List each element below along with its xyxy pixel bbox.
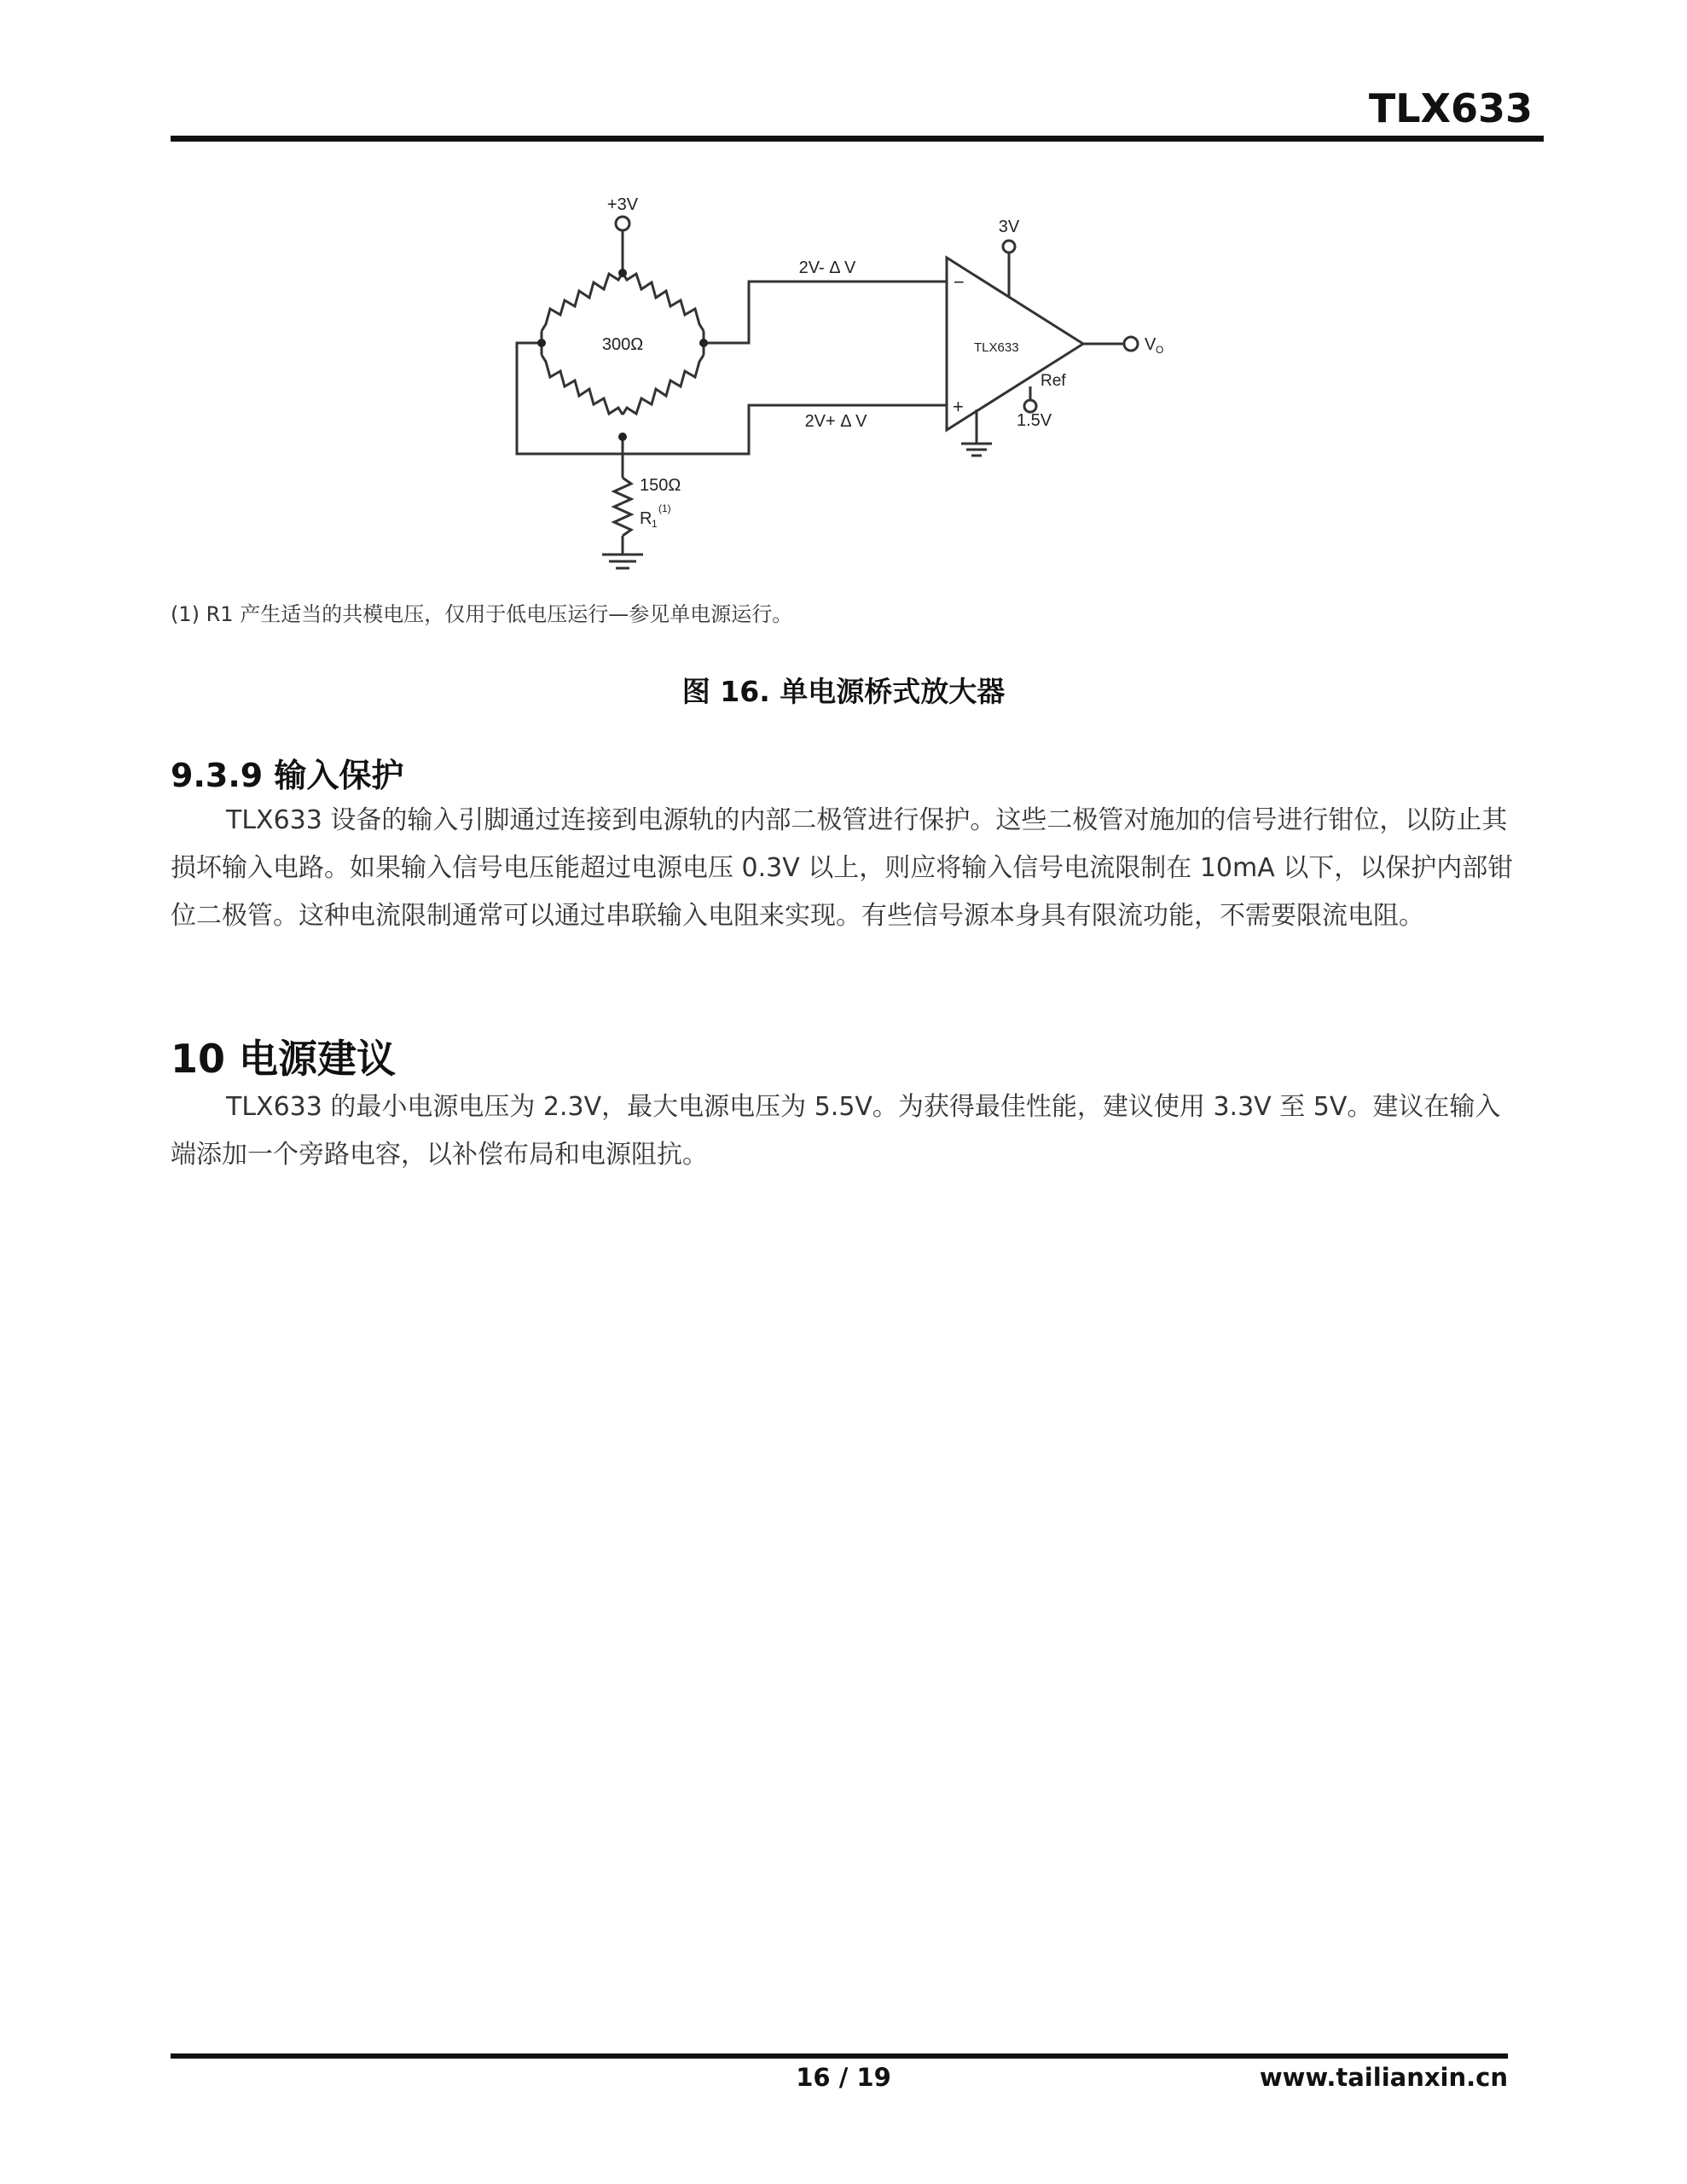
r1-resistor [614, 478, 631, 536]
output-terminal [1124, 337, 1138, 351]
website-link[interactable]: www.tailianxin.cn [1259, 2063, 1508, 2092]
opamp-minus-sign: − [954, 271, 965, 293]
r1-note-marker: (1) [658, 502, 671, 514]
figure-footnote: (1) R1 产生适当的共模电压，仅用于低电压运行—参见单电源运行。 [171, 602, 793, 626]
ref-voltage-label: 1.5V [1017, 411, 1052, 430]
vplus-label: +3V [606, 195, 639, 214]
footer-rule [171, 2053, 1508, 2059]
r1-subscript: 1 [652, 518, 658, 530]
noninverting-net-label: 2V+ Δ V [804, 412, 867, 431]
section-body-10: TLX633 的最小电源电压为 2.3V，最大电源电压为 5.5V。为获得最佳性能，建议使用 3.3V 至 5V。建议在输入端添加一个旁路电容，以补偿布局和电源阻抗。 [171, 1092, 1501, 1170]
opamp-supply-terminal [1003, 241, 1015, 253]
r1-name-label: R [640, 509, 652, 528]
vplus-terminal [616, 217, 629, 230]
document-title: TLX633 [1368, 85, 1533, 131]
inverting-net-label: 2V- Δ V [798, 258, 856, 277]
bridge-resistor-bottom-left [542, 355, 623, 415]
page-number: 16 / 19 [796, 2063, 891, 2092]
bridge-resistor-top-right [623, 273, 704, 331]
bridge-resistor-top-left [542, 273, 623, 331]
opamp-supply-label: 3V [998, 218, 1020, 236]
opamp-plus-sign: + [953, 396, 964, 417]
header-rule [171, 136, 1544, 142]
r1-value-label: 150Ω [640, 476, 681, 495]
section-body-9-3-9: TLX633 设备的输入引脚通过连接到电源轨的内部二极管进行保护。这些二极管对施加的信号进行钳位，以防止其损坏输入电路。如果输入信号电压能超过电源电压 0.3V 以上，则应将输入信号电流限制在 10mA 以下，以保护内部钳位二极管。这种电流限制通常可以通过串联输入电阻来实现。有些信号源本身具有限流功能，不需要限流电阻。 [171, 805, 1514, 931]
section-heading-10: 10 电源建议 [171, 1036, 397, 1082]
opamp-name-label: TLX633 [974, 340, 1019, 355]
output-label: V [1145, 335, 1157, 354]
figure-caption: 图 16. 单电源桥式放大器 [681, 675, 1006, 708]
ref-terminal [1024, 400, 1036, 412]
bridge-amplifier-schematic [478, 188, 1228, 589]
section-heading-9-3-9: 9.3.9 输入保护 [171, 757, 404, 794]
output-subscript: O [1156, 344, 1164, 356]
bridge-resistor-bottom-right [623, 355, 704, 415]
ref-label: Ref [1041, 372, 1066, 390]
bridge-resistance-label: 300Ω [601, 335, 644, 354]
